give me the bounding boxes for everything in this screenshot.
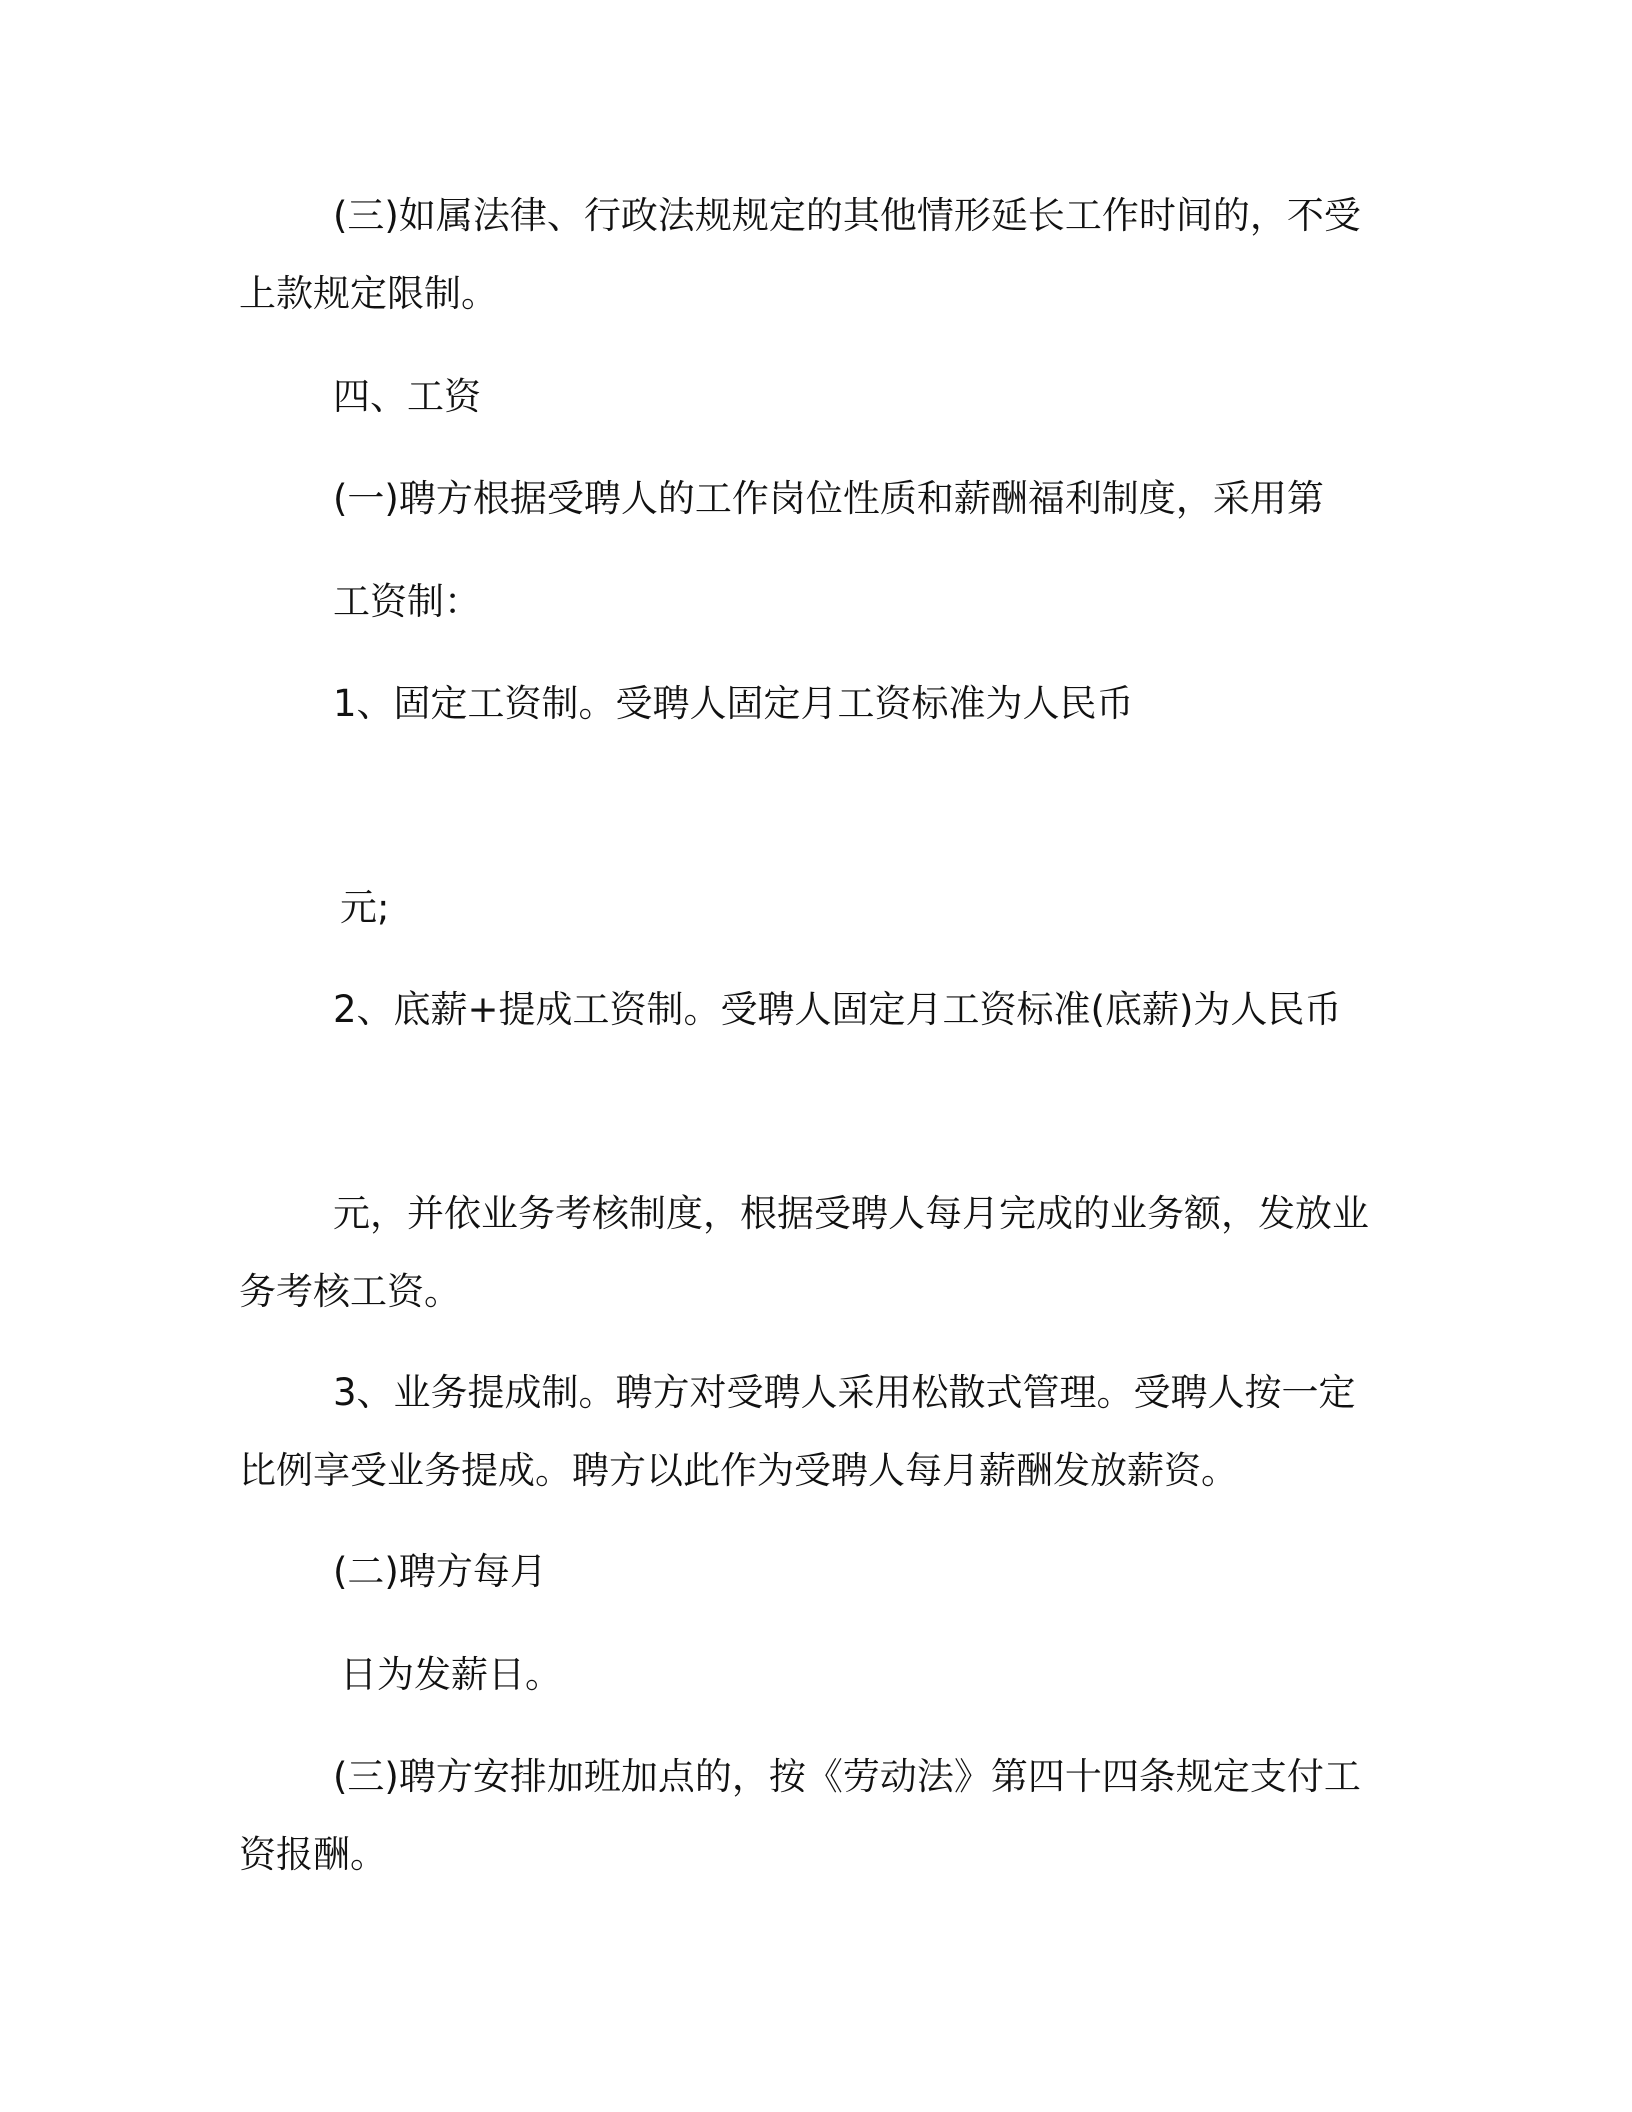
item-2-continuation-line-2: 务考核工资。 [239,1270,461,1313]
section-4-heading: 四、工资 [333,375,481,418]
clause-3-overtime-pay-line-1: (三)聘方安排加班加点的，按《劳动法》第四十四条规定支付工 [333,1755,1361,1798]
clause-2-payday-line-1: (二)聘方每月 [333,1550,547,1593]
item-2-base-plus-commission: 2、底薪+提成工资制。受聘人固定月工资标准(底薪)为人民币 [333,988,1342,1031]
item-2-continuation-line-1: 元，并依业务考核制度，根据受聘人每月完成的业务额，发放业 [333,1192,1369,1235]
item-1-fixed-salary: 1、固定工资制。受聘人固定月工资标准为人民币 [333,682,1134,725]
clause-3-overtime-pay-line-2: 资报酬。 [239,1833,387,1876]
clause-1-salary-system-line-1: (一)聘方根据受聘人的工作岗位性质和薪酬福利制度，采用第 [333,477,1324,520]
item-1-yuan: 元; [340,886,390,929]
item-3-commission-line-1: 3、业务提成制。聘方对受聘人采用松散式管理。受聘人按一定 [333,1371,1356,1414]
clause-3-overtime-line-2: 上款规定限制。 [239,272,498,315]
clause-2-payday-line-2: 日为发薪日。 [340,1653,562,1696]
clause-3-overtime-line-1: (三)如属法律、行政法规规定的其他情形延长工作时间的，不受 [333,194,1361,237]
clause-1-salary-system-line-2: 工资制： [333,580,481,623]
item-3-commission-line-2: 比例享受业务提成。聘方以此作为受聘人每月薪酬发放薪资。 [239,1449,1238,1492]
